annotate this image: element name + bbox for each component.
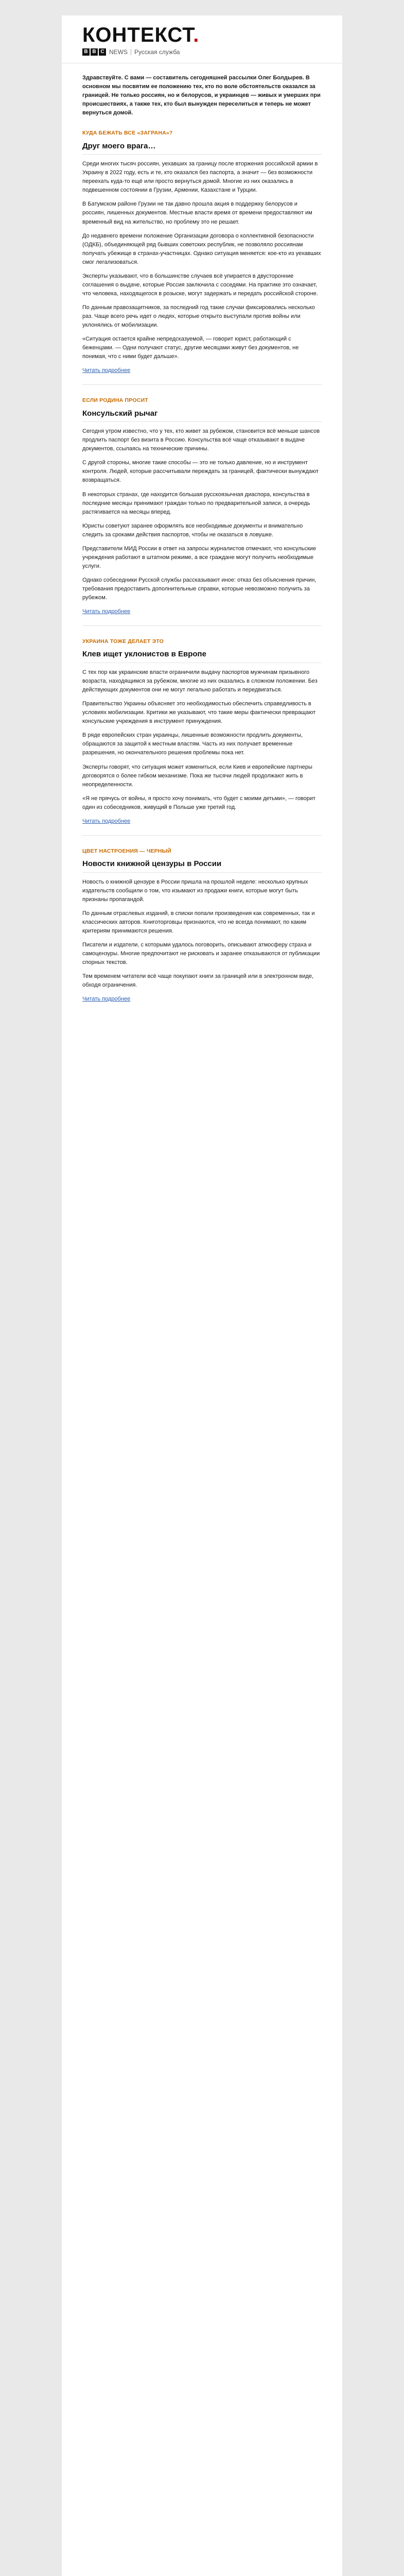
paragraph: С тех пор как украинские власти ограничили выдачу паспортов мужчинам призывного возраста, находящимся за рубежом, многие из них оказались в сложном положении. Без действующих документов они не могут легально работать и передвигаться.	[82, 669, 318, 693]
paragraph: С другой стороны, многие такие способы — это не только давление, но и инструмент контроля. Людей, которые рассчитывали переждать за границей, фактически вынуждают возвращаться.	[82, 460, 319, 484]
intro-text: Здравствуйте. С вами — составитель сегодняшней рассылки Олег Болдырев. В основном мы посвятим ее положению тех, кто по воле обстоятельств оказался за границей. Не только россиян, но и белорусов, и украинцев — живых и умерших при происшествиях, а также тех, кто был вынужден переселиться и теперь не может вернуться домой.	[82, 75, 321, 116]
paragraph: Однако собеседники Русской службы рассказывают иное: отказ без объяснения причин, требования предоставить дополнительные справки, которые невозможно получить за рубежом.	[82, 577, 317, 601]
paragraph: В ряде европейских стран украинцы, лишенные возможности продлить документы, обращаются за защитой к местным властям. Часть из них получает временные разрешения, но окончательного решения проблемы пока нет.	[82, 732, 303, 756]
section-tag: УКРАИНА ТОЖЕ ДЕЛАЕТ ЭТО	[82, 638, 164, 645]
paragraph: Тем временем читатели всё чаще покупают книги за границей или в электронном виде, обходя ограничения.	[82, 973, 314, 989]
news-label: NEWS	[109, 48, 128, 56]
section-title: Консульский рычаг	[82, 409, 322, 422]
paragraph: По данным правозащитников, за последний год такие случаи фиксировались несколько раз. Чаще всего речь идет о людях, которые открыто выступали против войны или уклонялись от мобилизации.	[82, 304, 315, 328]
section-tag: КУДА БЕЖАТЬ ВСЕ «ЗАГРАНА»?	[82, 130, 173, 137]
paragraph: Писатели и издатели, с которыми удалось поговорить, описывают атмосферу страха и самоцензуры. Многие предпочитают не рисковать и заранее отказываются от публикации спорных текстов.	[82, 942, 320, 966]
paragraph: В некоторых странах, где находится большая русскоязычная диаспора, консульства в последние месяцы принимают граждан только по предварительной записи, а очередь растягивается на месяцы вперед.	[82, 491, 310, 515]
section-tag: ЕСЛИ РОДИНА ПРОСИТ	[82, 397, 148, 404]
bbc-letter: C	[99, 48, 106, 56]
read-more-link[interactable]: Читать подробнее	[82, 996, 131, 1003]
paragraph: По данным отраслевых изданий, в списки попали произведения как современных, так и классических авторов. Книготорговцы признаются, что не всегда понимают, по каким критериям принимаются решения.	[82, 910, 315, 935]
paragraph: Эксперты указывают, что в большинстве случаев всё упирается в двусторонние соглашения о выдаче, которые Россия заключила с соседями. На практике это означает, что человека, находящегося в розыске, могут задержать и передать российской стороне.	[82, 273, 318, 297]
logo-text: КОНТЕКСТ	[82, 24, 194, 46]
divider	[82, 384, 322, 385]
paragraph: «Я не прячусь от войны, я просто хочу понимать, что будет с моими детьми», — говорит один из собеседников, живущий в Польше уже третий год.	[82, 795, 316, 810]
paragraph: Среди многих тысяч россиян, уехавших за границу после вторжения российской армии в Украину в 2022 году, есть и те, кто оказался без паспорта, а значит — без возможности переехать куда-то ещё или просто вернуться домой. Многие из них оказались в подвешенном состоянии в Грузии, Армении, Казахстане и Турции.	[82, 161, 318, 194]
paragraph: Юристы советуют заранее оформлять все необходимые документы и внимательно следить за сроками действия паспортов, чтобы не оказаться в ловушке.	[82, 522, 303, 538]
paragraph: Сегодня утром известно, что у тех, кто живет за рубежом, становится всё меньше шансов продлить паспорт без визита в Россию. Консульства всё чаще отказывают в выдаче документов, ссылаясь на технические причины.	[82, 428, 320, 452]
logo-dot: .	[193, 24, 200, 46]
paragraph: До недавнего времени положение Организации договора о коллективной безопасности (ОДКБ), объединяющей ряд бывших советских республик, не позволяло россиянам получать убежище в странах-участницах. Однако ситуация меняется: кое-кто из уехавших смог легализоваться.	[82, 232, 321, 265]
bbc-letter: B	[82, 48, 90, 56]
divider	[82, 625, 322, 626]
brand-logo[interactable]	[82, 25, 322, 45]
paragraph: В Батумском районе Грузии не так давно прошла акция в поддержку белорусов и россиян, лишенных документов. Местные власти время от времени предоставляют им временный вид на жительство, но проблему это не решает.	[82, 201, 312, 225]
read-more-link[interactable]: Читать подробнее	[82, 367, 131, 374]
divider	[82, 835, 322, 836]
section-title: Клев ищет уклонистов в Европе	[82, 650, 322, 663]
section-title: Новости книжной цензуры в России	[82, 859, 322, 873]
section-4	[82, 847, 322, 1004]
masthead	[62, 15, 342, 63]
newsletter-card	[62, 15, 342, 2576]
service-name: Русская служба	[134, 48, 180, 56]
section-title: Друг моего врага…	[82, 142, 322, 155]
read-more-link[interactable]: Читать подробнее	[82, 608, 131, 615]
section-3	[82, 637, 322, 826]
bbc-letter: B	[91, 48, 98, 56]
paragraph: «Ситуация остается крайне непредсказуемой, — говорит юрист, работающий с беженцами. — Одни получают статус, другие месяцами живут без документов, не понимая, что с ними будет дальше».	[82, 336, 299, 360]
section-2	[82, 396, 322, 616]
content	[62, 63, 342, 1004]
section-tag: ЦВЕТ НАСТРОЕНИЯ — ЧЕРНЫЙ	[82, 848, 171, 854]
section-1	[82, 129, 322, 375]
paragraph: Эксперты говорят, что ситуация может измениться, если Киев и европейские партнеры договорятся о более гибком механизме. Пока же тысячи людей продолжают жить в неопределенности.	[82, 764, 312, 788]
subbrand	[82, 48, 322, 56]
paragraph: Новость о книжной цензуре в России пришла на прошлой неделе: несколько крупных издательств сообщили о том, что изымают из продажи книги, которые могут быть признаны пропагандой.	[82, 878, 308, 903]
paragraph: Представители МИД России в ответ на запросы журналистов отмечают, что консульские учреждения работают в штатном режиме, а все граждане могут получить необходимые услуги.	[82, 545, 317, 569]
paragraph: Правительство Украины объясняет это необходимостью обеспечить справедливость в условиях мобилизации. Критики же указывают, что такие меры фактически превращают консульские учреждения в инструмент принуждения.	[82, 701, 316, 725]
read-more-link[interactable]: Читать подробнее	[82, 818, 131, 824]
bbc-logo	[82, 48, 106, 56]
